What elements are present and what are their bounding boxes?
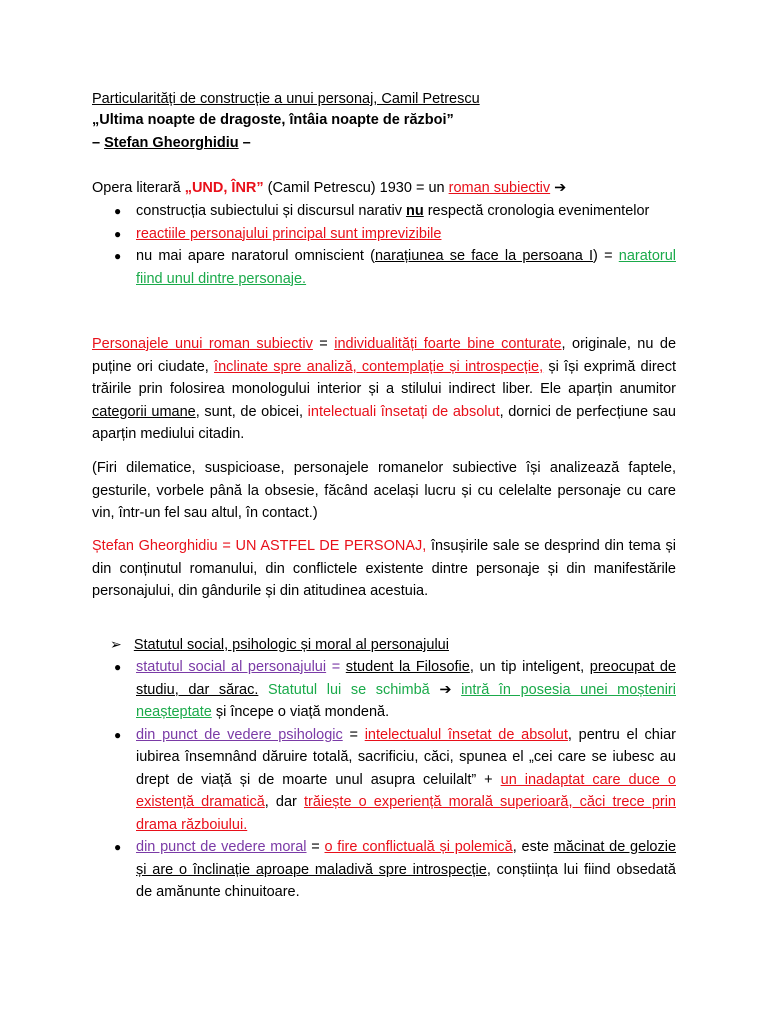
intro-middle: (Camil Petrescu) 1930 = un xyxy=(263,180,449,196)
p1-s7: categorii umane xyxy=(92,403,196,420)
s3-f: , conștiința lui fiind obsedată de amănunte chinuitoare. xyxy=(136,861,676,900)
s1-d: , un tip inteligent, xyxy=(469,659,590,675)
section-heading xyxy=(110,634,449,655)
list-item xyxy=(108,656,676,724)
p1-s8: , sunt, de obicei, xyxy=(195,403,308,420)
s2-f: , dar xyxy=(264,794,304,810)
s1-e: preocupat de studiu, dar sărac. xyxy=(136,659,677,698)
document-title: Particularități de construcție a unui personaj, Camil Petrescu xyxy=(92,91,480,107)
character-heading xyxy=(92,133,251,153)
intro-und: „UND, ÎNR” xyxy=(184,180,264,196)
bullet-text-a: construcția subiectului și discursul narativ xyxy=(136,203,406,219)
list-item xyxy=(108,223,676,246)
s3-d: , este xyxy=(512,839,554,855)
list-item xyxy=(108,245,676,290)
s3-c: o fire conflictuală și polemică xyxy=(324,839,513,855)
intro-roman: roman subiectiv xyxy=(448,180,551,196)
s1-c: student la Filosofie xyxy=(345,659,470,675)
s1-h: ➔ xyxy=(429,681,462,698)
bullet-text-c: ) = xyxy=(593,248,619,264)
p1-s2: = xyxy=(312,336,335,352)
s1-i: intră în posesia unei moșteniri neașteptate xyxy=(136,681,676,720)
intro-line xyxy=(92,178,566,198)
bullet-text-c: respectă cronologia evenimentelor xyxy=(423,203,650,219)
s1-f xyxy=(258,682,268,698)
p3-s2: însușirile sale se desprind din tema și din conținutul romanului, din conflictele existente dintre personaje și din manifestările personajului, din gândurile și din atitudinea acestuia. xyxy=(92,538,676,599)
list-item xyxy=(108,200,676,223)
intro-bullet-list xyxy=(108,200,676,290)
p1-s4: , originale, nu de puține ori ciudate, xyxy=(92,336,677,375)
p1-s6: și își exprimă direct trăirile prin folosirea monologului interior și a stilului indirect liber. Ele aparțin anumitor xyxy=(92,358,676,397)
list-item xyxy=(108,836,676,904)
s2-d: , pentru el chiar iubirea însemnând dăruire totală, sacrificiu, căci, spunea el „cei care se iubesc au drept de viață și de moarte unul asupra celuilalt” + xyxy=(136,726,676,788)
p1-s9: intelectuali însetați de absolut xyxy=(307,403,500,420)
s1-b: = xyxy=(326,659,346,675)
dash-left: – xyxy=(92,135,105,151)
bullet-icon: ● xyxy=(114,660,122,674)
bullet-icon: ● xyxy=(114,840,122,854)
bullet-icon: ● xyxy=(114,226,122,241)
s1-a: statutul social al personajului xyxy=(136,659,327,675)
p1-s10: , dornici de perfecțiune sau aparțin mediului citadin. xyxy=(92,403,676,442)
bullet-icon: ● xyxy=(114,249,122,263)
novel-title: „Ultima noapte de dragoste, întâia noapte de război” xyxy=(92,112,454,128)
arrow-bullet-icon: ➢ xyxy=(110,636,122,652)
paragraph-stefan xyxy=(92,535,676,603)
s2-e: un inadaptat care duce o existență dramatică xyxy=(136,771,676,810)
p2-text: (Firi dilematice, suspicioase, personajele romanelor subiective își analizează faptele, gesturile, vorbele până la obsesie, făcând același lucru și cu celelalte personaje cu care vin, într-un fel sau altul, în contact.) xyxy=(92,460,676,521)
intro-prefix: Opera literară xyxy=(92,180,185,196)
s3-a: din punct de vedere moral xyxy=(136,839,307,855)
s2-g: trăiește o experiență morală superioară, căci trece prin drama războiului. xyxy=(136,794,676,833)
section-bullet-list xyxy=(108,656,676,904)
s1-g: Statutul lui se schimbă xyxy=(267,681,430,698)
p3-s1: Ștefan Gheorghidiu = UN ASTFEL DE PERSONAJ, xyxy=(92,538,427,554)
dash-right: – xyxy=(238,135,251,151)
character-name: Stefan Gheorghidiu xyxy=(104,135,239,151)
p1-s3: individualități foarte bine conturate xyxy=(334,336,562,352)
bullet-icon: ● xyxy=(114,727,122,742)
bullet-icon: ● xyxy=(114,204,122,218)
s3-b: = xyxy=(306,839,325,855)
s3-e: măcinat de gelozie și are o înclinație aproape maladivă spre introspecție xyxy=(136,839,677,878)
bullet-text-narator: naratorul fiind unul dintre personaje. xyxy=(136,248,676,287)
bullet-text-naratiune: narațiunea se face la persoana I xyxy=(374,248,594,264)
section-title: Statutul social, psihologic și moral al personajului xyxy=(133,637,449,653)
list-item xyxy=(108,724,676,837)
s2-b: = xyxy=(342,726,365,743)
paragraph-firi xyxy=(92,457,676,525)
s2-a: din punct de vedere psihologic xyxy=(136,726,343,743)
bullet-text-a: nu mai apare naratorul omniscient ( xyxy=(136,248,375,264)
s1-j: și începe o viață mondenă. xyxy=(211,704,390,720)
s2-c: intelectualul însetat de absolut xyxy=(364,726,568,743)
paragraph-personaje xyxy=(92,333,676,446)
bullet-text-nu: nu xyxy=(405,203,424,219)
bullet-text-reactii: reactiile personajului principal sunt imprevizibile xyxy=(136,225,442,242)
p1-s5: înclinate spre analiză, contemplație și introspecție, xyxy=(214,358,544,375)
arrow-right-icon: ➔ xyxy=(550,180,567,196)
p1-s1: Personajele unui roman subiectiv xyxy=(92,336,313,352)
